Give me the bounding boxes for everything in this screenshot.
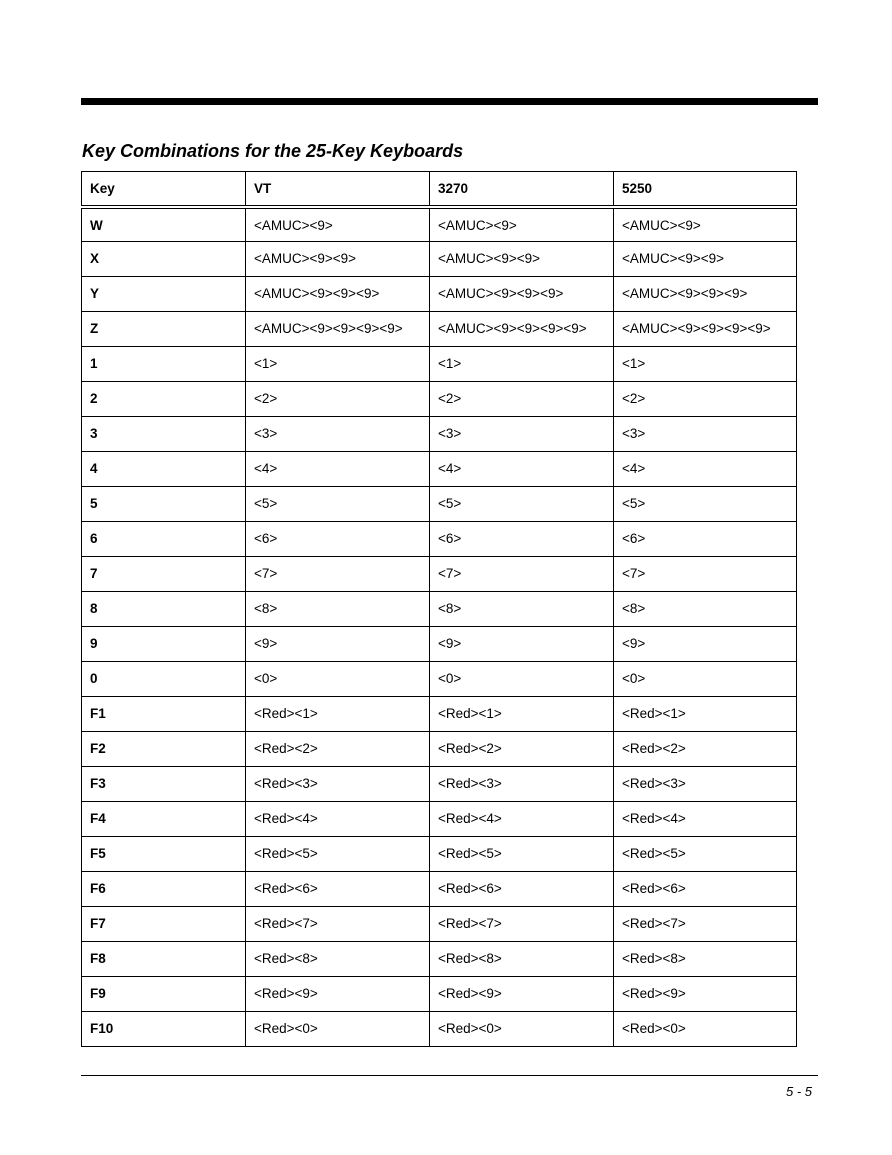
column-header-3270: 3270 [430, 172, 614, 207]
cell-5250: <5> [614, 487, 797, 522]
cell-3270: <1> [430, 347, 614, 382]
cell-3270: <Red><5> [430, 837, 614, 872]
cell-3270: <4> [430, 452, 614, 487]
cell-key: X [82, 242, 246, 277]
cell-key: 9 [82, 627, 246, 662]
cell-vt: <Red><1> [246, 697, 430, 732]
cell-5250: <Red><0> [614, 1012, 797, 1047]
table-row [82, 907, 797, 942]
cell-vt: <AMUC><9><9> [246, 242, 430, 277]
cell-key: F4 [82, 802, 246, 837]
table-body [82, 207, 797, 1047]
cell-3270: <2> [430, 382, 614, 417]
table-row [82, 872, 797, 907]
cell-5250: <2> [614, 382, 797, 417]
cell-vt: <Red><2> [246, 732, 430, 767]
cell-5250: <1> [614, 347, 797, 382]
cell-3270: <0> [430, 662, 614, 697]
cell-5250: <AMUC><9><9><9><9> [614, 312, 797, 347]
cell-5250: <Red><7> [614, 907, 797, 942]
cell-5250: <Red><8> [614, 942, 797, 977]
table-row [82, 837, 797, 872]
cell-5250: <Red><6> [614, 872, 797, 907]
cell-vt: <Red><6> [246, 872, 430, 907]
cell-5250: <AMUC><9><9> [614, 242, 797, 277]
table-row [82, 417, 797, 452]
column-header-key: Key [82, 172, 246, 207]
cell-vt: <Red><7> [246, 907, 430, 942]
table-row [82, 732, 797, 767]
cell-3270: <Red><2> [430, 732, 614, 767]
page-title: Key Combinations for the 25-Key Keyboards [82, 141, 464, 161]
cell-key: F5 [82, 837, 246, 872]
column-header-vt: VT [246, 172, 430, 207]
cell-vt: <Red><0> [246, 1012, 430, 1047]
cell-vt: <3> [246, 417, 430, 452]
table-row [82, 942, 797, 977]
table-row [82, 312, 797, 347]
cell-vt: <Red><4> [246, 802, 430, 837]
table-row [82, 557, 797, 592]
table-row [82, 977, 797, 1012]
table-row [82, 452, 797, 487]
table-row [82, 522, 797, 557]
cell-vt: <Red><9> [246, 977, 430, 1012]
table-row [82, 207, 797, 242]
cell-key: 8 [82, 592, 246, 627]
cell-key: 5 [82, 487, 246, 522]
cell-vt: <5> [246, 487, 430, 522]
table-row [82, 347, 797, 382]
cell-vt: <AMUC><9><9><9> [246, 277, 430, 312]
table-row [82, 487, 797, 522]
table-header-row [82, 172, 797, 207]
cell-5250: <3> [614, 417, 797, 452]
cell-5250: <7> [614, 557, 797, 592]
cell-vt: <AMUC><9> [246, 207, 430, 242]
bottom-rule [81, 1075, 818, 1076]
cell-key: 7 [82, 557, 246, 592]
table-row [82, 662, 797, 697]
cell-3270: <7> [430, 557, 614, 592]
cell-key: 0 [82, 662, 246, 697]
cell-3270: <6> [430, 522, 614, 557]
table-row [82, 627, 797, 662]
cell-3270: <Red><3> [430, 767, 614, 802]
cell-5250: <Red><3> [614, 767, 797, 802]
table-row [82, 592, 797, 627]
cell-3270: <AMUC><9><9><9> [430, 277, 614, 312]
cell-3270: <Red><1> [430, 697, 614, 732]
cell-key: Z [82, 312, 246, 347]
cell-3270: <9> [430, 627, 614, 662]
cell-key: 3 [82, 417, 246, 452]
cell-vt: <6> [246, 522, 430, 557]
cell-key: F9 [82, 977, 246, 1012]
cell-5250: <4> [614, 452, 797, 487]
key-combinations-table [81, 171, 797, 1047]
cell-5250: <Red><1> [614, 697, 797, 732]
table-row [82, 697, 797, 732]
cell-3270: <AMUC><9><9><9><9> [430, 312, 614, 347]
cell-vt: <Red><5> [246, 837, 430, 872]
cell-key: 4 [82, 452, 246, 487]
cell-key: F3 [82, 767, 246, 802]
cell-5250: <AMUC><9> [614, 207, 797, 242]
cell-vt: <Red><3> [246, 767, 430, 802]
cell-3270: <AMUC><9><9> [430, 242, 614, 277]
cell-vt: <8> [246, 592, 430, 627]
table-row [82, 277, 797, 312]
cell-5250: <Red><5> [614, 837, 797, 872]
cell-3270: <3> [430, 417, 614, 452]
cell-vt: <7> [246, 557, 430, 592]
table-row [82, 802, 797, 837]
cell-5250: <9> [614, 627, 797, 662]
cell-3270: <Red><0> [430, 1012, 614, 1047]
cell-3270: <Red><4> [430, 802, 614, 837]
cell-key: F6 [82, 872, 246, 907]
cell-3270: <8> [430, 592, 614, 627]
cell-5250: <6> [614, 522, 797, 557]
cell-key: F7 [82, 907, 246, 942]
cell-5250: <8> [614, 592, 797, 627]
table-row [82, 767, 797, 802]
cell-key: Y [82, 277, 246, 312]
cell-vt: <9> [246, 627, 430, 662]
cell-vt: <Red><8> [246, 942, 430, 977]
cell-key: W [82, 207, 246, 242]
cell-key: F10 [82, 1012, 246, 1047]
cell-key: F8 [82, 942, 246, 977]
cell-vt: <AMUC><9><9><9><9> [246, 312, 430, 347]
cell-vt: <0> [246, 662, 430, 697]
cell-5250: <Red><4> [614, 802, 797, 837]
page-number: 5 - 5 [785, 1084, 812, 1099]
table-row [82, 382, 797, 417]
cell-key: 6 [82, 522, 246, 557]
cell-5250: <Red><2> [614, 732, 797, 767]
cell-3270: <5> [430, 487, 614, 522]
cell-key: F2 [82, 732, 246, 767]
table-row [82, 242, 797, 277]
cell-vt: <2> [246, 382, 430, 417]
column-header-5250: 5250 [614, 172, 797, 207]
top-rule [81, 98, 818, 105]
cell-key: 2 [82, 382, 246, 417]
cell-3270: <AMUC><9> [430, 207, 614, 242]
cell-5250: <Red><9> [614, 977, 797, 1012]
cell-3270: <Red><6> [430, 872, 614, 907]
cell-3270: <Red><9> [430, 977, 614, 1012]
cell-vt: <1> [246, 347, 430, 382]
cell-3270: <Red><7> [430, 907, 614, 942]
cell-key: 1 [82, 347, 246, 382]
cell-key: F1 [82, 697, 246, 732]
cell-5250: <0> [614, 662, 797, 697]
table-row [82, 1012, 797, 1047]
cell-3270: <Red><8> [430, 942, 614, 977]
cell-vt: <4> [246, 452, 430, 487]
cell-5250: <AMUC><9><9><9> [614, 277, 797, 312]
